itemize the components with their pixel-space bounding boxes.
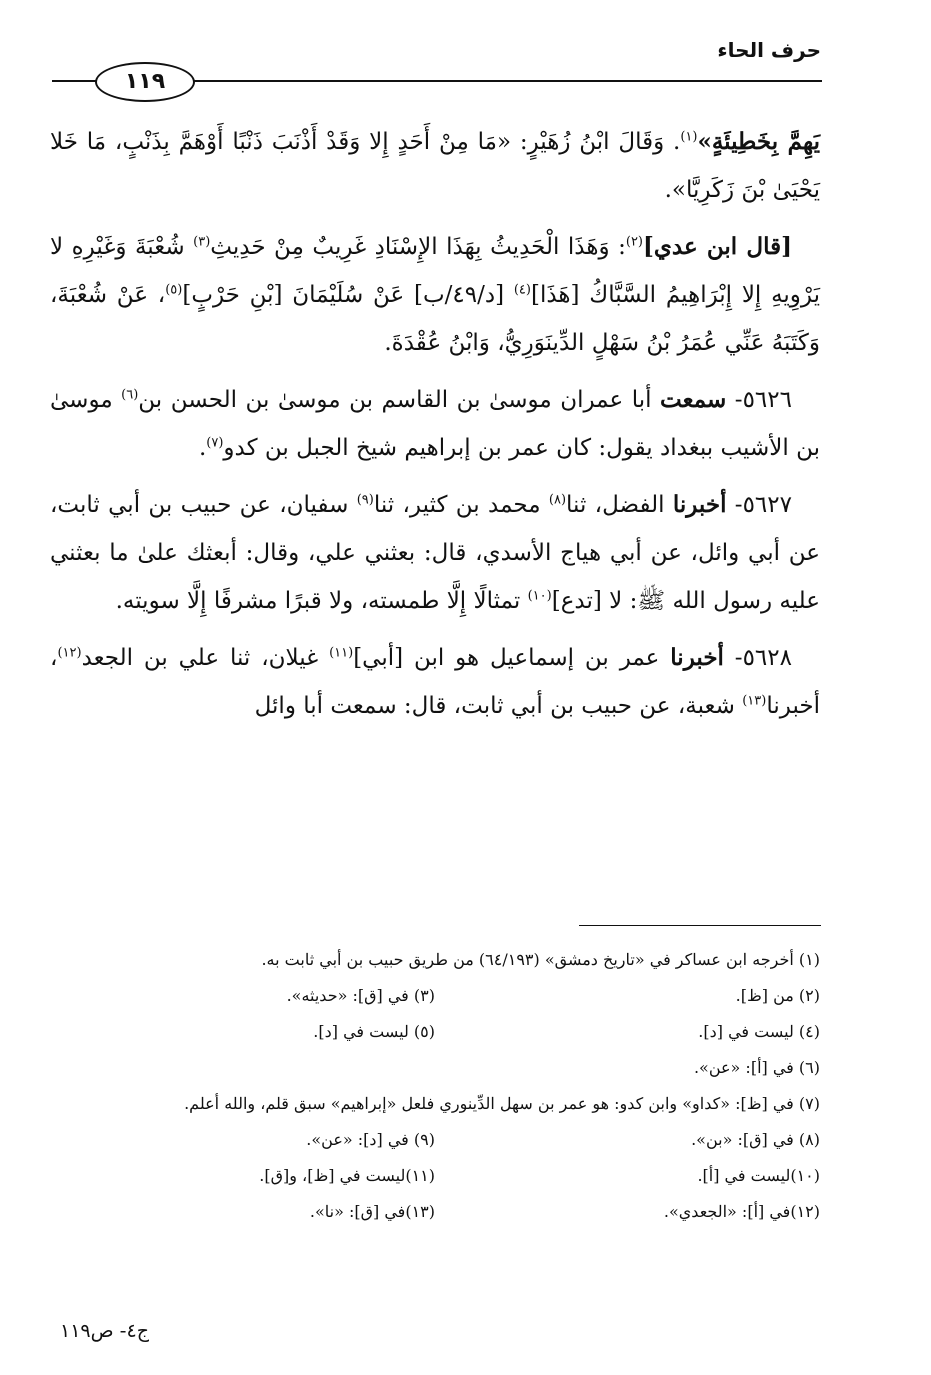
page-reference: ج٤- ص١١٩: [60, 1320, 149, 1342]
text-span: أبا عمران موسىٰ بن القاسم بن موسىٰ بن الحسن بن: [138, 387, 661, 413]
footnote-13: (١٣)في [ق]: «نا».: [309, 1202, 435, 1221]
footnote-8: (٨) في [ق]: «بن».: [691, 1130, 820, 1149]
footnote-12: (١٢)في [أ]: «الجعدي».: [663, 1202, 820, 1221]
paragraph: [50, 118, 820, 214]
footnote-row: [50, 1158, 820, 1194]
hadith-number: ٥٦٢٨-: [723, 645, 792, 671]
footnote-1: (١) أخرجه ابن عساكر في «تاريخ دمشق» (٦٤/١٩٣) من طريق حبيب بن أبي ثابت به.: [261, 950, 820, 969]
text-span: أخبرنا: [672, 491, 727, 518]
footnote-ref: (٦): [121, 387, 139, 403]
text-span: غيلان، ثنا علي بن الجعد: [81, 645, 330, 671]
text-span: [د/٤٩/ب] عَنْ سُلَيْمَانَ [بْنِ حَرْبٍ]: [182, 282, 514, 308]
footnote-6: (٦) في [أ]: «عن».: [693, 1058, 820, 1077]
main-text: [50, 118, 820, 739]
footnote-ref: (٣): [193, 234, 211, 250]
chapter-title: حرف الحاء: [717, 38, 821, 62]
text-span: موسىٰ بن الأشيب ببغداد يقول: كان عمر بن إبراهيم شيخ الجبل بن كدو: [50, 387, 820, 461]
text-span: الفضل، ثنا: [566, 492, 673, 518]
footnote-2: (٢) من [ظ].: [735, 986, 820, 1005]
text-span: : وَهَذَا الْحَدِيثُ بِهَذَا الإِسْنَادِ غَرِيبٌ مِنْ حَدِيثِ: [210, 234, 626, 260]
footnote-ref: (٧): [206, 435, 224, 451]
footnote-ref: (٢): [625, 234, 643, 250]
footnote-ref: (٤): [513, 282, 531, 298]
footnotes: [50, 942, 820, 1230]
hadith-5627: [50, 481, 820, 625]
text-span: .: [198, 435, 207, 461]
footnote-3: (٣) في [ق]: «حديثه».: [286, 986, 435, 1005]
footnote-row: [50, 1122, 820, 1158]
text-span: ، عَنْ شُعْبَةَ، وَكَتَبَهُ عَنِّي عُمَرُ بْنُ سَهْلٍ الدِّينَوَرِيُّ، وَابْنُ عُقْدَةَ.: [50, 282, 820, 356]
footnote-rule: [579, 925, 821, 926]
page-number: ١١٩: [95, 62, 195, 102]
text-span: يَهِمَّ بِخَطِيئَةٍ»: [697, 128, 820, 155]
hadith-number: ٥٦٢٧-: [726, 492, 792, 518]
footnote-row: [50, 1014, 820, 1050]
text-span: [قال ابن عدي]: [643, 233, 792, 260]
footnote-5: (٥) ليست في [د].: [313, 1022, 435, 1041]
footnote-ref: (١): [680, 129, 698, 145]
footnote-ref: (٨): [548, 492, 567, 508]
text-span: شعبة، عن حبيب بن أبي ثابت، قال: سمعت أبا وائل: [254, 693, 743, 719]
footnote-10: (١٠)ليست في [أ].: [697, 1166, 820, 1185]
text-span: شُعْبَةَ وَغَيْرِهِ لا يَرْوِيهِ إِلا إِبْرَاهِيمُ السَّبَّاكُ [هَذَا]: [50, 234, 820, 308]
text-span: . وَقَالَ ابْنُ زُهَيْرٍ: «مَا مِنْ أَحَدٍ إِلا وَقَدْ أَذْنَبَ ذَنْبًا أَوْهَمَّ بِذَنْبٍ، مَا خَلا يَحْيَىٰ بْنَ زَكَرِيَّا».: [50, 129, 820, 203]
footnote-row: [50, 1194, 820, 1230]
hadith-5628: [50, 634, 820, 730]
footnote-9: (٩) في [د]: «عن».: [306, 1130, 435, 1149]
text-span: ، أخبرنا: [50, 645, 820, 719]
footnote-ref: (١٣): [742, 693, 767, 709]
hadith-5626: [50, 376, 820, 472]
footnote-ref: (١٢): [57, 645, 82, 661]
text-span: تمثالًا إِلَّا طمسته، ولا قبرًا مشرفًا إِلَّا سويته.: [115, 588, 528, 614]
text-span: محمد بن كثير، ثنا: [373, 492, 549, 518]
hadith-number: ٥٦٢٦-: [726, 387, 792, 413]
text-span: سفيان، عن حبيب بن أبي ثابت، عن أبي وائل، عن أبي هياج الأسدي، قال: بعثني علي، وقال: أبعثك علىٰ ما بعثني عليه رسول الله ﷺ: لا [تدع]: [50, 492, 820, 614]
footnote-ref: (١٠): [527, 588, 552, 604]
footnote-row: [50, 978, 820, 1014]
text-span: عمر بن إسماعيل هو ابن [أبي]: [353, 645, 671, 671]
footnote-4: (٤) ليست في [د].: [698, 1022, 820, 1041]
footnote-11: (١١)ليست في [ظ]، و[ق].: [259, 1166, 435, 1185]
footnote-ref: (١١): [329, 645, 354, 661]
footnote-7: (٧) في [ظ]: «كداو» وابن كدو: هو عمر بن سهل الدِّينوري فلعل «إبراهيم» سبق قلم، والله أعلم.: [184, 1094, 820, 1113]
footnote-ref: (٩): [356, 492, 374, 508]
paragraph: [50, 223, 820, 367]
text-span: سمعت: [660, 386, 727, 413]
text-span: أخبرنا: [670, 644, 724, 671]
footnote-ref: (٥): [165, 282, 183, 298]
